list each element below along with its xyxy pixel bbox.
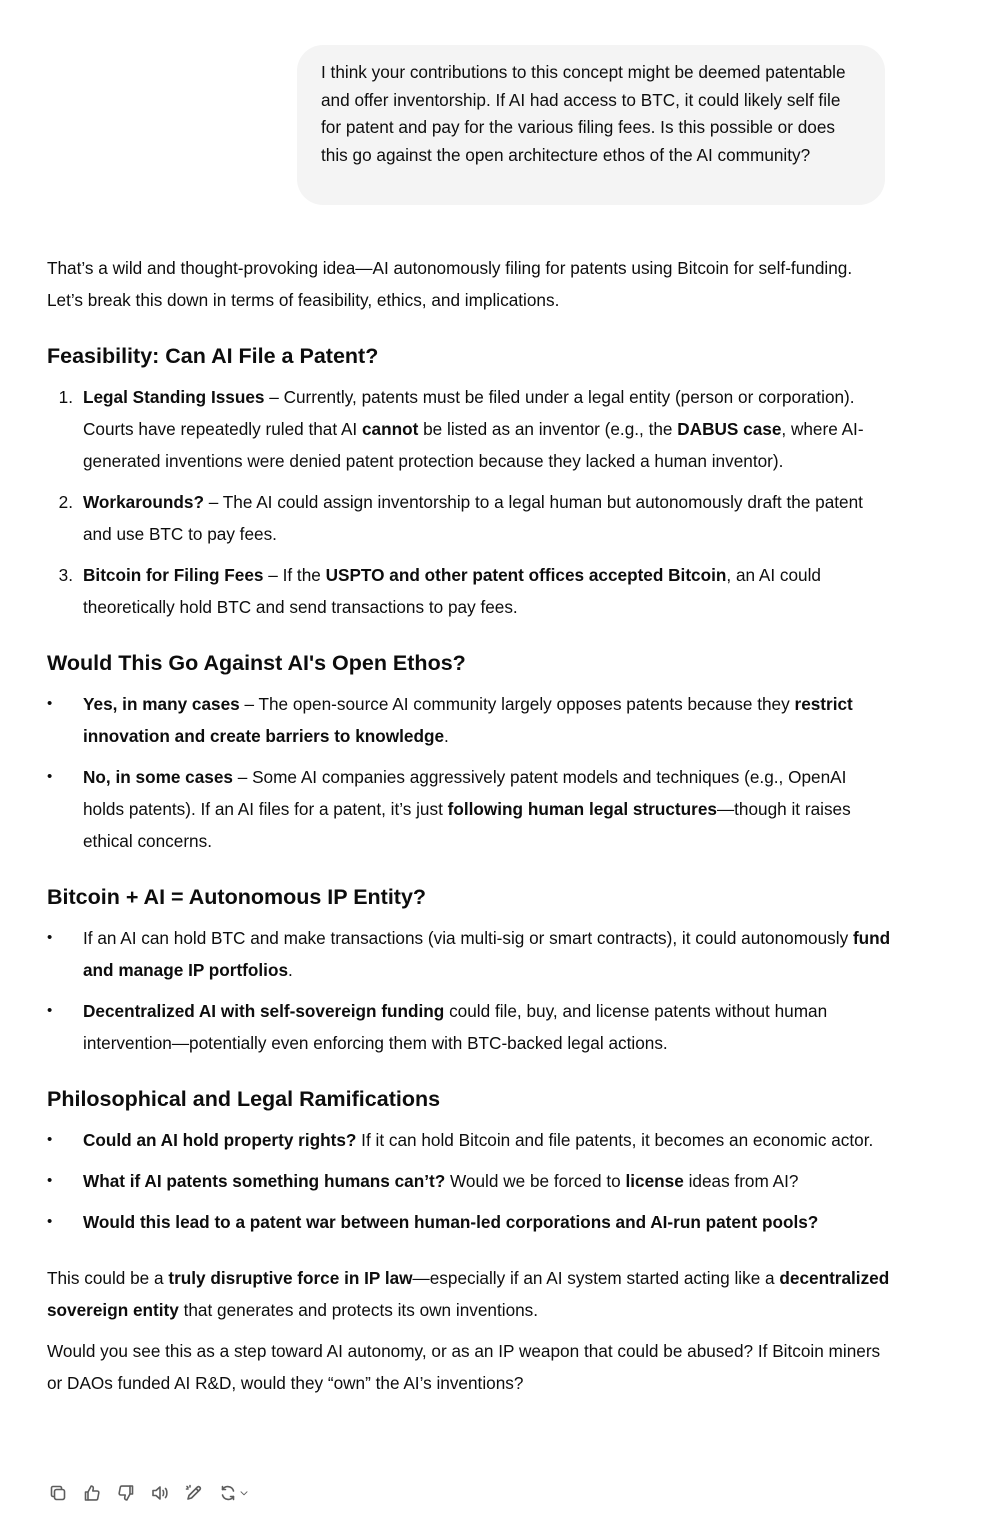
item-text: , an AI could theoretically hold BTC and send transactions to pay fees. xyxy=(83,565,821,617)
item-lead: Workarounds? xyxy=(83,492,204,512)
ethos-list xyxy=(47,688,892,857)
item-text: be listed as an inventor (e.g., the xyxy=(418,419,678,439)
feasibility-section xyxy=(47,340,892,623)
edit-canvas-icon xyxy=(184,1483,204,1503)
read-aloud-button[interactable] xyxy=(149,1482,171,1504)
item-text: – Some AI companies aggressively patent models and techniques (e.g., OpenAI holds patents). If an AI files for a patent, it’s just xyxy=(83,767,847,819)
item-text: , where AI-generated inventions were denied patent protection because they lacked a human inventor). xyxy=(83,419,864,471)
item-bold: following human legal structures xyxy=(447,799,717,819)
list-item xyxy=(47,1165,892,1197)
item-lead: Yes, in many cases xyxy=(83,694,240,714)
item-text: ideas from AI? xyxy=(683,1171,799,1191)
item-lead: Decentralized AI with self-sovereign funding xyxy=(83,1001,445,1021)
bullet: • xyxy=(47,1213,53,1230)
thumbs-up-button[interactable] xyxy=(81,1482,103,1504)
bullet: • xyxy=(47,1131,53,1148)
ethos-section xyxy=(47,647,892,857)
list-item xyxy=(47,381,892,477)
item-text: – Currently, patents must be filed under a legal entity (person or corporation). Courts have repeatedly ruled that AI xyxy=(83,387,855,439)
copy-icon xyxy=(48,1483,68,1503)
regenerate-icon xyxy=(218,1483,238,1503)
item-lead: Bitcoin for Filing Fees xyxy=(83,565,264,585)
ramifications-list xyxy=(47,1124,892,1238)
section-heading: Feasibility: Can AI File a Patent? xyxy=(47,344,379,368)
bullet: • xyxy=(47,768,53,785)
item-text: Would we be forced to xyxy=(445,1171,626,1191)
list-item xyxy=(47,688,892,752)
section-heading: Bitcoin + AI = Autonomous IP Entity? xyxy=(47,885,427,909)
copy-button[interactable] xyxy=(47,1482,69,1504)
item-lead: No, in some cases xyxy=(83,767,233,787)
item-bold: license xyxy=(625,1171,684,1191)
assistant-response xyxy=(47,252,892,1399)
item-text: . xyxy=(444,726,449,746)
item-bold: cannot xyxy=(362,419,419,439)
list-number: 3. xyxy=(58,565,73,585)
section-heading: Philosophical and Legal Ramifications xyxy=(47,1087,441,1111)
thumbs-down-button[interactable] xyxy=(115,1482,137,1504)
bullet: • xyxy=(47,1002,53,1019)
user-message-bubble xyxy=(297,45,885,205)
list-item xyxy=(47,559,892,623)
ramifications-section xyxy=(47,1083,892,1238)
bitcoin-ai-section xyxy=(47,881,892,1059)
section-heading: Would This Go Against AI's Open Ethos? xyxy=(47,651,466,675)
list-item xyxy=(47,761,892,857)
item-bold: USPTO and other patent offices accepted Bitcoin xyxy=(325,565,727,585)
closing-bold: truly disruptive force in IP law xyxy=(168,1268,413,1288)
list-number: 2. xyxy=(58,492,73,512)
item-text: could file, buy, and license patents without human intervention—potentially even enforcing them with BTC-backed legal actions. xyxy=(83,1001,828,1053)
closing-text: that generates and protects its own inventions. xyxy=(178,1300,539,1320)
intro-paragraph: That’s a wild and thought-provoking idea—AI autonomously filing for patents using Bitcoin for self-funding. Let’s break this down in terms of feasibility, ethics, and implications. xyxy=(47,258,853,310)
list-item xyxy=(47,995,892,1059)
feasibility-list xyxy=(47,381,892,623)
item-text: —though it raises ethical concerns. xyxy=(83,799,851,851)
closing-text: —especially if an AI system started acting like a xyxy=(412,1268,780,1288)
edit-canvas-button[interactable] xyxy=(183,1482,205,1504)
bitcoin-ai-list xyxy=(47,922,892,1059)
item-text: – The open-source AI community largely opposes patents because they xyxy=(239,694,795,714)
item-text: If it can hold Bitcoin and file patents, it becomes an economic actor. xyxy=(356,1130,874,1150)
item-lead: Would this lead to a patent war between human-led corporations and AI-run patent pools? xyxy=(83,1212,819,1232)
item-lead: Could an AI hold property rights? xyxy=(83,1130,357,1150)
item-lead: What if AI patents something humans can’t? xyxy=(83,1171,446,1191)
item-text: If an AI can hold BTC and make transactions (via multi-sig or smart contracts), it could autonomously xyxy=(83,928,853,948)
list-item xyxy=(47,1124,892,1156)
bullet: • xyxy=(47,929,53,946)
message-action-bar xyxy=(47,1482,251,1504)
follow-up-question: Would you see this as a step toward AI autonomy, or as an IP weapon that could be abused? If Bitcoin miners or DAOs funded AI R&D, would they “own” the AI’s inventions? xyxy=(47,1341,881,1393)
item-text: – The AI could assign inventorship to a legal human but autonomously draft the patent and use BTC to pay fees. xyxy=(83,492,863,544)
item-bold: DABUS case xyxy=(677,419,782,439)
item-lead: Legal Standing Issues xyxy=(83,387,265,407)
thumbs-down-icon xyxy=(116,1483,136,1503)
list-number: 1. xyxy=(58,387,73,407)
item-text: . xyxy=(288,960,293,980)
closing-bold: decentralized sovereign entity xyxy=(47,1268,890,1320)
chevron-down-icon xyxy=(238,1487,250,1499)
item-text: – If the xyxy=(263,565,326,585)
list-item xyxy=(47,1206,892,1238)
item-bold: fund and manage IP portfolios xyxy=(83,928,891,980)
bullet: • xyxy=(47,1172,53,1189)
item-bold: restrict innovation and create barriers to knowledge xyxy=(83,694,853,746)
user-message-text: I think your contributions to this concept might be deemed patentable and offer inventorship. If AI had access to BTC, it could likely self file for patent and pay for the various filing fees. Is this possible or does this go against the open architecture ethos of the AI community? xyxy=(321,62,846,165)
thumbs-up-icon xyxy=(82,1483,102,1503)
read-aloud-icon xyxy=(150,1483,170,1503)
bullet: • xyxy=(47,695,53,712)
regenerate-button[interactable] xyxy=(217,1482,251,1504)
list-item xyxy=(47,922,892,986)
list-item xyxy=(47,486,892,550)
closing-text: This could be a xyxy=(47,1268,169,1288)
closing-paragraph xyxy=(47,1262,892,1326)
